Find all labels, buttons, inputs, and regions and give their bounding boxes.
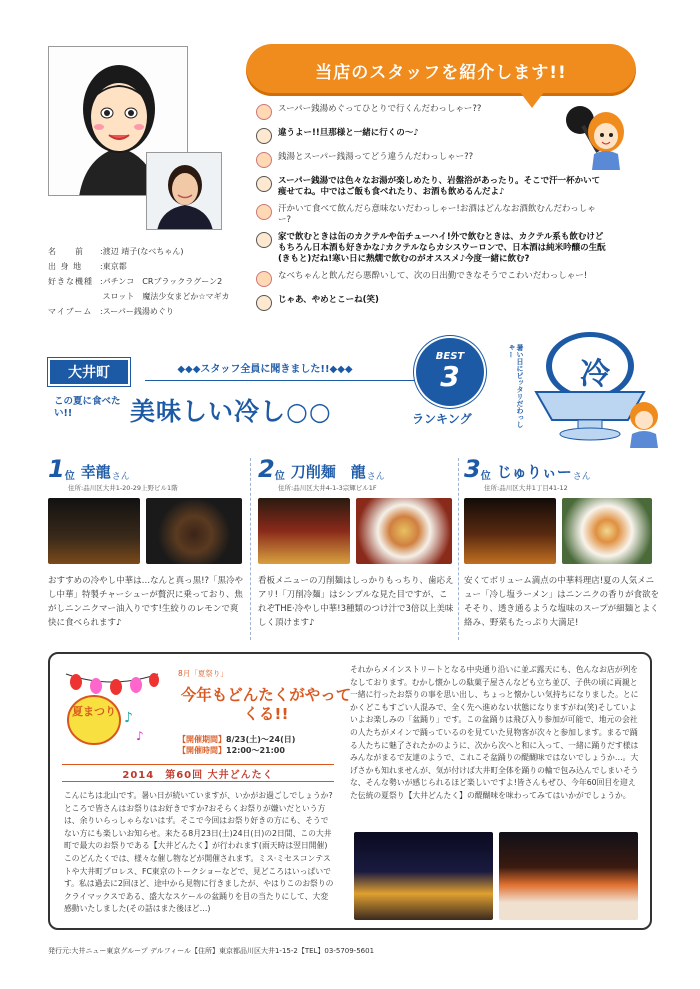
rank-description: 安くてボリューム満点の中華料理店!夏の人気メニュー「冷し塩ラーメン」はニンニクの香りが食欲をそそり、透き通るような塩味のスープが細麺とよく絡み、野菜もたっぷり大満足! xyxy=(464,576,660,628)
mascot-face-icon xyxy=(256,152,272,168)
restaurant-photo xyxy=(258,498,350,564)
rank-item-1: 1 位 幸龍 さん 住所:品川区大井1-20-29上野ビル1階 おすすめの冷やし中華は…なんと真っ黒!?「黒冷やし中華」特製チャーシューが贅沢に乗っており、焦がしニンニクマー油入りです!生絞りのレモンで爽快に食べられます♪ xyxy=(48,455,244,628)
svg-text:♪: ♪ xyxy=(136,729,144,743)
summer-subtitle: この夏に食べたい!! xyxy=(54,396,121,419)
chat-line: スーパー銭湯では色々なお湯が楽しめたり、岩盤浴があったり。そこで汗一杯かいて痩せてね。中ではご飯も食べれたり、お酒も飲めるんだよ♪ xyxy=(256,176,606,198)
dish-photo xyxy=(356,498,452,564)
staff-profile xyxy=(48,244,258,319)
rank-address: 住所:品川区大井1-20-29上野ビル1階 xyxy=(68,484,178,492)
rank-description: おすすめの冷やし中華は…なんと真っ黒!?「黒冷やし中華」特製チャーシューが贅沢に乗っており、焦がしニンニクマー油入りです!生絞りのレモンで爽快に食べられます♪ xyxy=(48,576,244,628)
column-divider xyxy=(250,458,251,640)
column-divider xyxy=(458,458,459,640)
chat-line: 汗かいて食べて飲んだら意味ないだわっしゃー!お酒はどんなお酒飲むんだわっしゃー? xyxy=(256,204,606,226)
chat-line: スーパー銭湯めぐってひとりで行くんだわっしゃー?? xyxy=(256,104,606,122)
profile-row: マイブーム : スーパー銭湯めぐり xyxy=(48,307,174,316)
festival-text-right: それからメインストリートとなる中央通り沿いに並ぶ露天にも、色んなお店が列をなしております。むかし懐かしの駄菓子屋さんなども立ち並び、子供の頃に両親と一緒に行ったお祭りの事を思い出し、ちょっと懐かしい気持ちになりました。とにかくどこもすごい人混みで、全く先へ進めない状態になりますがね(笑)そしていよいよお楽しみの「盆踊り」です。この盆踊りは飛び入り参加が可能で、地元の会社の人たちがメインで踊っているのを見ていた見物客が次々と参加します。まるで踊る人たちに魅了されたかのように、次から次へと和に入って、一緒に踊りだす様はみんながまるで友達のようで、これこそ盆踊りの醍醐味ではないでしょうか…。大げさかも知れませんが、気が付けば大井町全体を踊りの輪で包み込んでしまいそうな、そんな勢いが感じられるほど楽しいですよ!皆さんもぜひ、今年60回目を迎えた伝統の夏祭り【大井どんたく】の醍醐味を味わってみてはいかがでしょうか。 xyxy=(350,665,639,800)
festival-photo xyxy=(499,832,638,920)
mascot-face-icon xyxy=(256,204,272,220)
restaurant-photo xyxy=(48,498,140,564)
profile-row: 出 身 地 : 東京都 xyxy=(48,262,127,271)
rank-item-3: 3 位 じゅりぃー さん 住所:品川区大井1丁目41-12 安くてボリューム満点の中華料理店!夏の人気メニュー「冷し塩ラーメン」はニンニクの香りが食欲をそそり、透き通るような塩味のスープが細麺とよく絡み、野菜もたっぷり大満足! xyxy=(464,455,660,628)
festival-subtitle: 2014 第60回 大井どんたく xyxy=(122,769,274,781)
festival-month: 8月「夏祭り」 xyxy=(178,669,228,678)
chat-line: 銭湯とスーパー銭湯ってどう違うんだわっしゃー?? xyxy=(256,152,606,170)
ranking-ask: ◆◆◆スタッフ全員に聞きました!!◆◆◆ xyxy=(177,364,353,375)
rank-address: 住所:品川区大井4-1-3宗輝ビル1F xyxy=(278,484,377,492)
restaurant-photo xyxy=(464,498,556,564)
ranking-title: 美味しい冷し○○ xyxy=(130,397,332,426)
dish-photo xyxy=(146,498,242,564)
rank-item-2: 2 位 刀削麺 龍 さん 住所:品川区大井4-1-3宗輝ビル1F 看板メニューの刀削麺はしっかりもっちり、歯応えアリ!「刀削冷麺」はシンプルな見た目ですが、これぞTHE·冷やし中華!3種類のつけ汁で3倍以上美味しく頂けます♪ xyxy=(258,455,454,628)
profile-row: スロット 魔法少女まどか☆マギカ xyxy=(102,292,230,301)
mascot-face-icon xyxy=(256,271,272,287)
festival-text-left: こんにちは北山です。暑い日が続いていますが、いかがお過ごしでしょうか?ところで皆さんはお祭りはお好きですか?おそらくお祭りが嫌いだという方は、余りいらっしゃらないはず。そこで今回はお祭り好きの方にも、そうでない方にも楽しいお知らせ。来たる8月23日(土)24日(日)の2日間、この大井町で最大のお祭りである【大井どんたく】が行われます(雨天時は翌日開催)このどんたくでは、様々な催し物などが開催されます。ミス·ミセスコンテストや大井町プロレス、FC東京のトークショーなどで、見どころはいっぱいです。私は過去に2回ほど、途中から見物に行きましたが、やはりこのお祭りのクライマックスである、盛大なスケールの盆踊りを目の当たりにして、大変感動いたしました(その話はまた後ほど…) xyxy=(64,791,334,914)
staff-face-icon xyxy=(256,232,272,248)
mascot-face-icon xyxy=(256,104,272,120)
rei-character: 冷 xyxy=(580,357,610,392)
staff-photo xyxy=(146,152,222,230)
chat-line: 家で飲むときは缶のカクテルや缶チューハイ!外で飲むときは、カクテル系も飲むけどもちろん日本酒も好きかな♪カクテルならカシスウーロンで、日本酒は純米吟醸の生酛(きもと)だね!寒い日に熱燗で飲むのがオススメ♪今度一緒に飲む? xyxy=(256,232,606,265)
hot-note: 暑い日にピッタリだわっしゃー xyxy=(507,344,524,428)
festival-logo-text: 夏まつり xyxy=(72,705,116,718)
svg-text:♪: ♪ xyxy=(124,710,133,726)
rank-description: 看板メニューの刀削麺はしっかりもっちり、歯応えアリ!「刀削冷麺」はシンプルな見た目ですが、これぞTHE·冷やし中華!3種類のつけ汁で3倍以上美味しく頂けます♪ xyxy=(258,576,454,628)
profile-row: 名 前 : 渡辺 靖子(なべちゃん) xyxy=(48,247,184,256)
chat-line: なべちゃんと飲んだら悪酔いして、次の日出勤できなそうでこわいだわっしゃー! xyxy=(256,271,606,289)
ask-underline xyxy=(145,380,425,381)
festival-title: 今年もどんたくがやってくる!! xyxy=(180,686,352,723)
staff-face-icon xyxy=(256,128,272,144)
chat-line: じゃあ、やめとこーね(笑) xyxy=(256,295,606,313)
festival-dates: 【開催期間】8/23(土)～24(日) 【開催時間】12:00～21:00 xyxy=(178,735,296,755)
staff-face-icon xyxy=(256,295,272,311)
footer: 発行元:大井ニュー東京グループ デルフィール【住所】東京都品川区大井1-15-2【TEL】03-5709-5601 xyxy=(48,947,375,955)
rank-address: 住所:品川区大井1丁目41-12 xyxy=(484,484,568,492)
page-title: 当店のスタッフを紹介します!! xyxy=(246,44,636,96)
dish-photo xyxy=(562,498,652,564)
festival-photo xyxy=(354,832,493,920)
chat-line: 違うよー!!旦那様と一緒に行くの～♪ xyxy=(256,128,606,146)
staff-face-icon xyxy=(256,176,272,192)
festival-subtitle-bar xyxy=(62,764,334,782)
best-badge: BEST 3 xyxy=(416,338,484,406)
chat-dialogue xyxy=(256,104,606,319)
ranking-suffix: ランキング xyxy=(412,412,472,426)
profile-row: 好きな機種 : パチンコ CRブラックラグーン2 xyxy=(48,277,223,286)
area-tag: 大井町 xyxy=(48,358,130,386)
festival-photos xyxy=(354,832,638,920)
